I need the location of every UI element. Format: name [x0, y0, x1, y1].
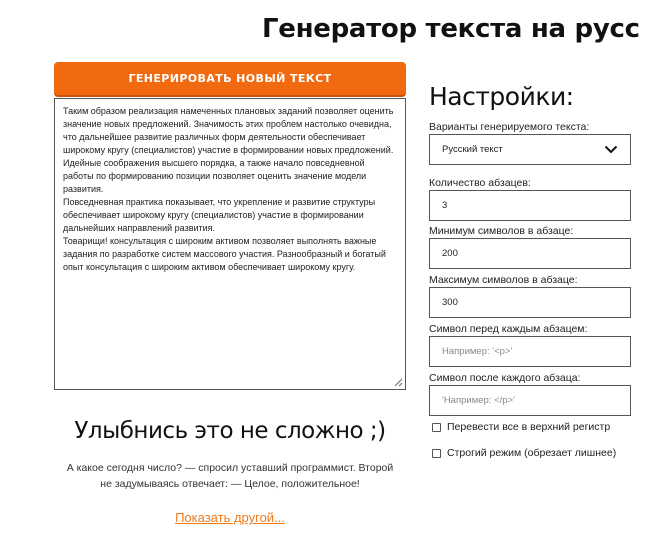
min-chars-input[interactable]: 200: [429, 238, 631, 269]
generated-text-area[interactable]: [54, 98, 406, 390]
suffix-symbol-label: Символ после каждого абзаца:: [429, 372, 581, 384]
show-another-joke-link[interactable]: Показать другой...: [175, 510, 285, 525]
resize-grip-icon[interactable]: [393, 377, 403, 387]
generated-paragraph: Товарищи! консультация с широким активом позволяет выполнять важные задания по разработке систем массового участия. Разнообразный и богатый опыт консультация с широким активом обеспечивает широкому кругу.: [63, 236, 386, 272]
paragraphs-label: Количество абзацев:: [429, 177, 531, 189]
strict-mode-label: Строгий режим (обрезает лишнее): [447, 447, 617, 459]
suffix-symbol-input[interactable]: 'Например: </p>': [429, 385, 631, 416]
strict-mode-option[interactable]: [432, 447, 616, 459]
uppercase-option[interactable]: [432, 421, 610, 433]
variant-label: Варианты генерируемого текста:: [429, 121, 590, 133]
text-variant-value: Русский текст: [442, 144, 503, 155]
strict-mode-checkbox[interactable]: [432, 449, 441, 458]
generated-paragraph: Идейные соображения высшего порядка, а также начало повседневной работы по формированию позиции позволяет оценить значение модели развития.: [63, 158, 367, 194]
prefix-symbol-label: Символ перед каждым абзацем:: [429, 323, 588, 335]
max-chars-input[interactable]: 300: [429, 287, 631, 318]
generated-paragraph: Таким образом реализация намеченных плановых заданий позволяет оценить значение новых предложений. Значимость этих проблем настолько очевидна, что дальнейшее развитие различных форм деятельности обеспечивает широкому кругу (специалистов) участие в формировании новых предложений.: [63, 106, 394, 155]
prefix-symbol-input[interactable]: Например: '<p>': [429, 336, 631, 367]
uppercase-label: Перевести все в верхний регистр: [447, 421, 611, 433]
uppercase-checkbox[interactable]: [432, 423, 441, 432]
chevron-down-icon: [604, 145, 618, 154]
joke-text: А какое сегодня число? — спросил уставший программист. Второй не задумываясь отвечает: — Целое, положительное!: [66, 462, 394, 490]
max-chars-label: Максимум символов в абзаце:: [429, 274, 578, 286]
text-variant-select[interactable]: [429, 134, 631, 165]
paragraphs-count-input[interactable]: 3: [429, 190, 631, 221]
page-title: Генератор текста на русс: [262, 14, 640, 44]
min-chars-label: Минимум символов в абзаце:: [429, 225, 574, 237]
joke-title: Улыбнись это не сложно ;): [74, 418, 386, 444]
generated-paragraph: Повседневная практика показывает, что укрепление и развитие структуры обеспечивает широкому кругу (специалистов) участие в формировании дальнейших направлений развития.: [63, 197, 376, 233]
generate-text-button[interactable]: ГЕНЕРИРОВАТЬ НОВЫЙ ТЕКСТ: [54, 62, 406, 95]
settings-title: Настройки:: [429, 82, 574, 111]
